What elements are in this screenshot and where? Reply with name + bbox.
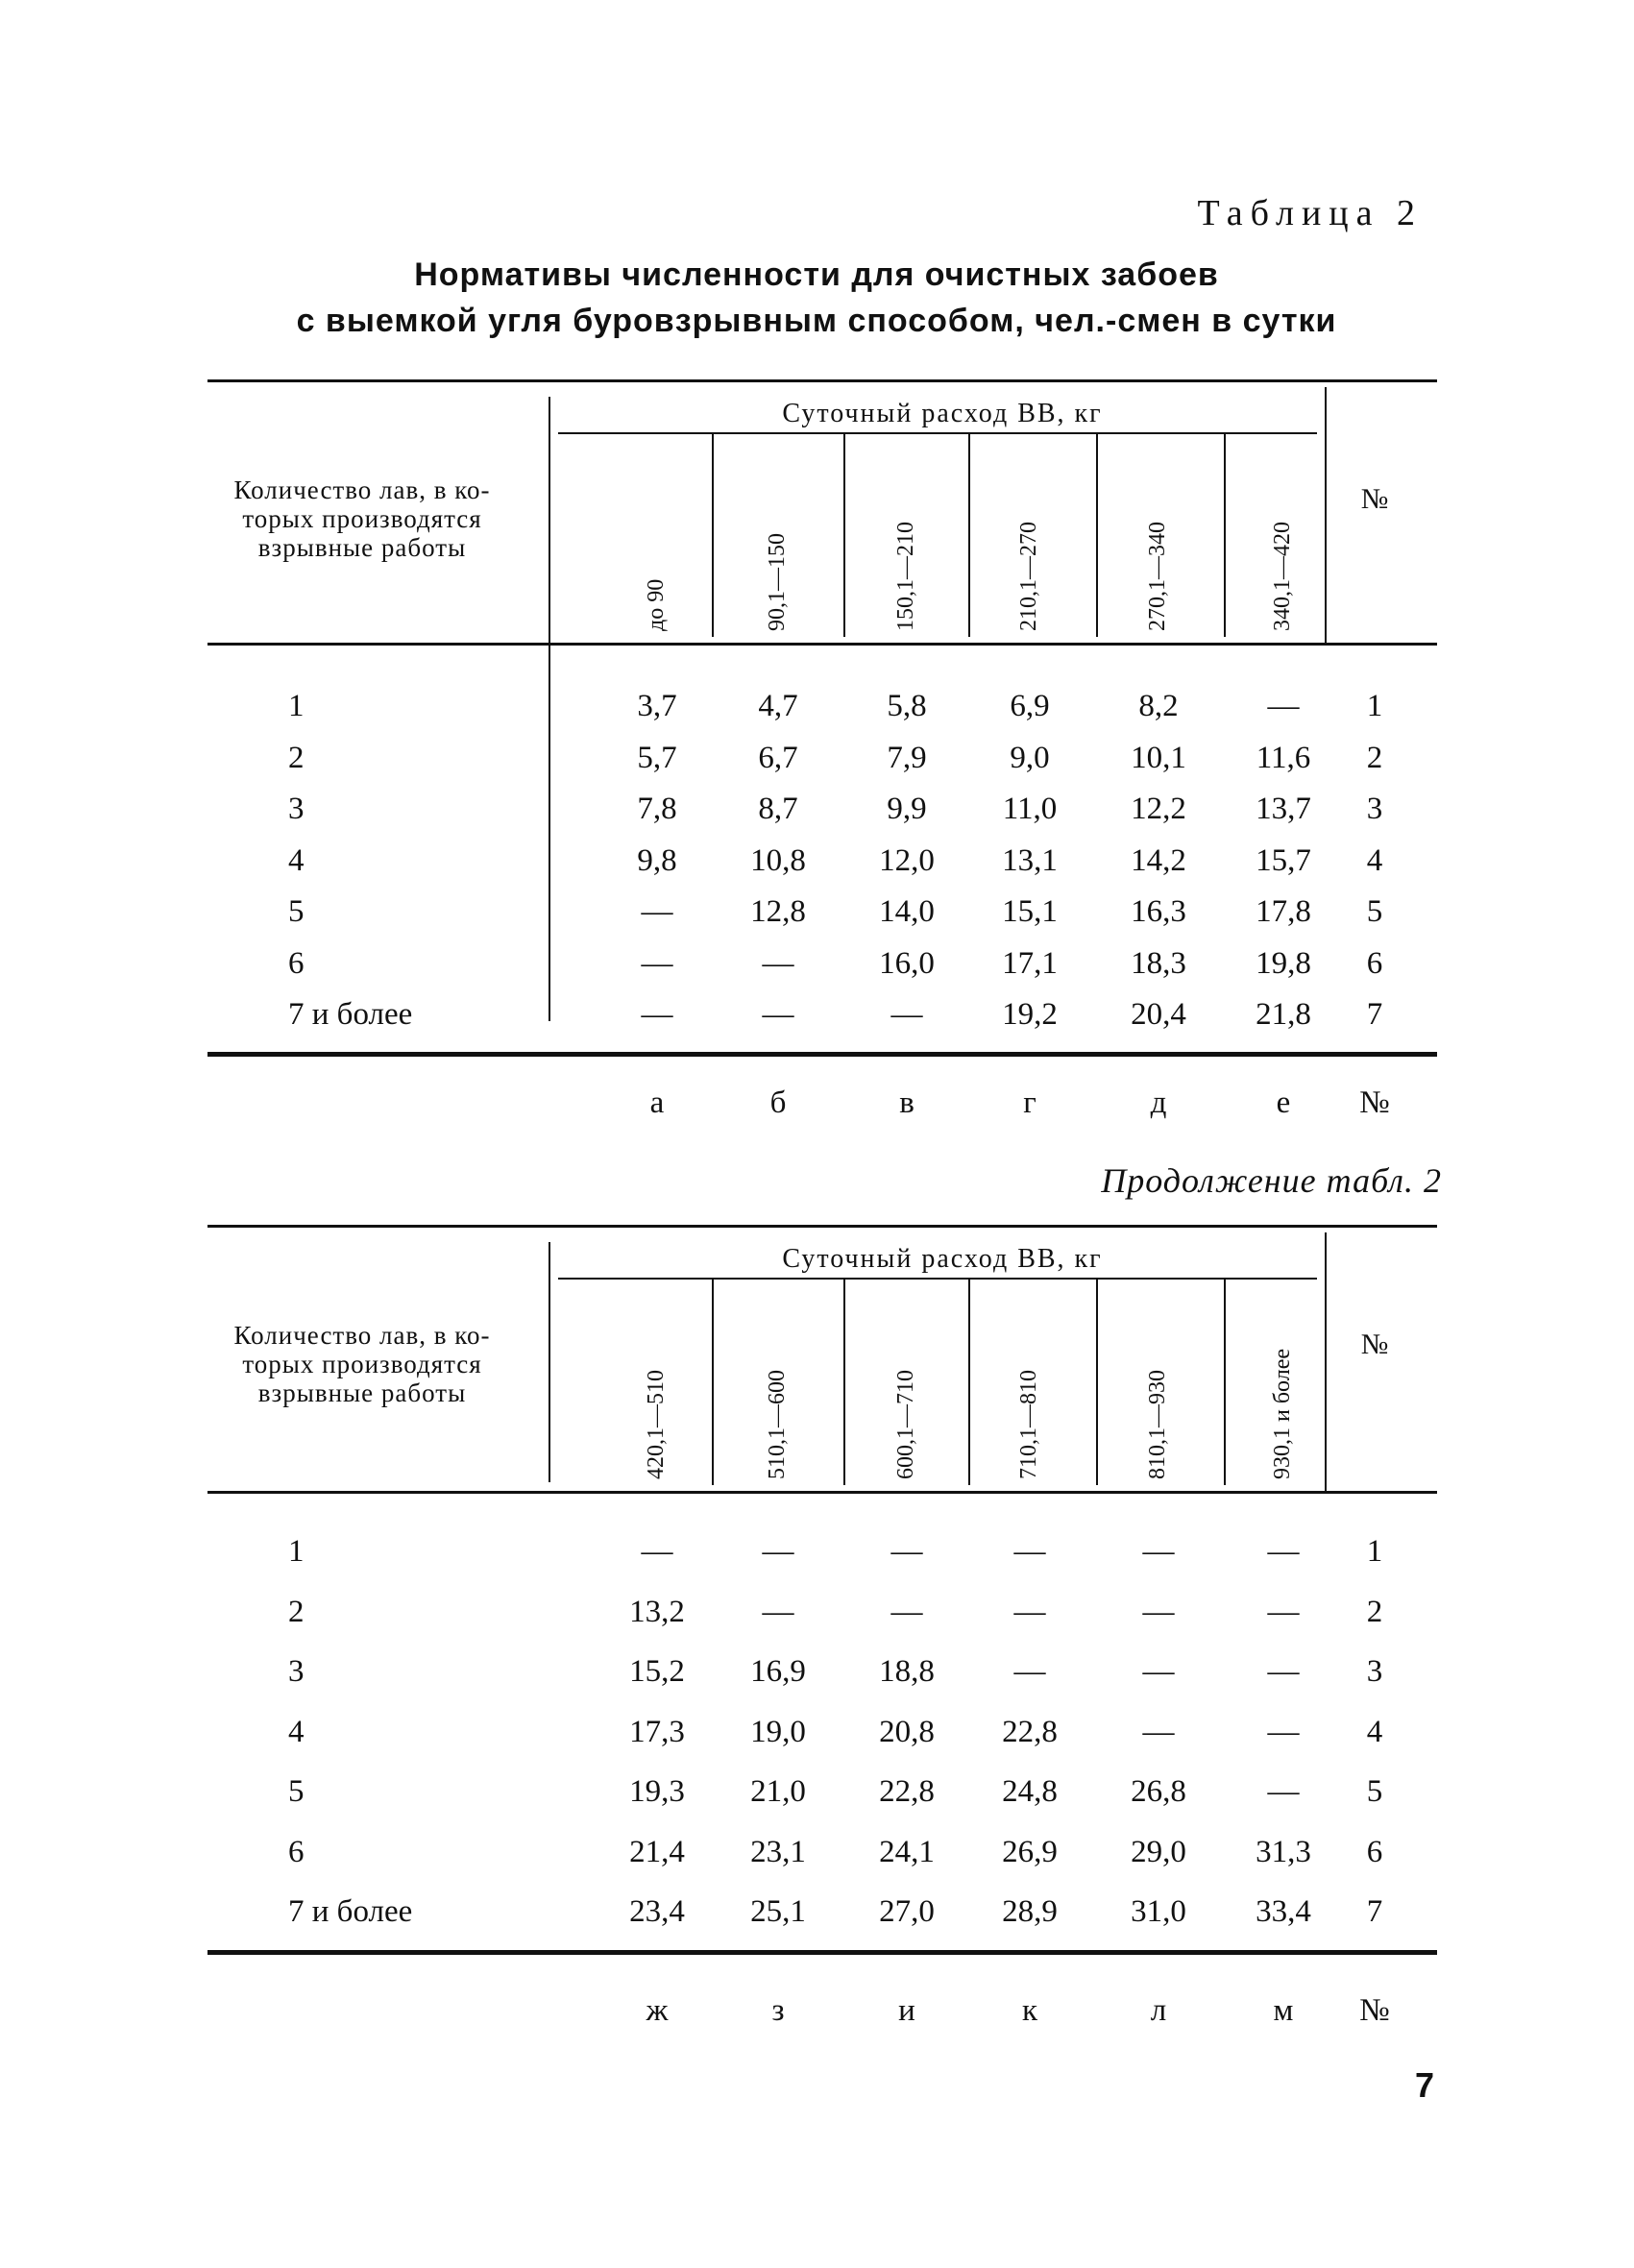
- table-cell: 20,8: [879, 1714, 935, 1749]
- table-cell: 8,2: [1138, 689, 1179, 723]
- group-header: Суточный расход ВВ, кг: [782, 399, 1103, 428]
- table-cell: 7,8: [637, 792, 677, 826]
- table-cell: 19,2: [1002, 997, 1058, 1032]
- table-cell: 19,8: [1256, 945, 1311, 981]
- table-cell: —: [641, 894, 673, 929]
- table-cell: 28,9: [1002, 1894, 1058, 1929]
- table-cell: 9,8: [637, 842, 677, 878]
- table-cell: 17,8: [1256, 894, 1311, 929]
- table-cell: 24,8: [1002, 1774, 1058, 1809]
- table-cell: 12,2: [1131, 792, 1186, 826]
- row-label: 7 и более: [288, 997, 413, 1032]
- row-number: 3: [1366, 792, 1383, 826]
- column-header: 600,1—710: [893, 1370, 918, 1479]
- table-cell: 16,9: [750, 1654, 806, 1689]
- row-label: 4: [288, 842, 305, 878]
- table-cell: —: [1142, 1534, 1175, 1569]
- column-divider: [843, 434, 845, 637]
- table-cell: 10,1: [1131, 740, 1186, 775]
- top-rule: [207, 379, 1437, 382]
- group-header: Суточный расход ВВ, кг: [782, 1244, 1103, 1274]
- table-cell: —: [890, 1594, 923, 1629]
- table-cell: 9,9: [887, 792, 927, 826]
- column-letter: б: [769, 1085, 787, 1120]
- group-rule: [558, 432, 1317, 434]
- table-cell: 7,9: [887, 740, 927, 775]
- table-cell: —: [1013, 1534, 1046, 1569]
- row-number: 4: [1366, 842, 1383, 878]
- column-divider: [843, 1280, 845, 1485]
- table-cell: 8,7: [758, 792, 798, 826]
- table-cell: 3,7: [637, 689, 677, 723]
- row-header-line: Количество лав, в ко-: [233, 476, 491, 504]
- table-cell: 17,3: [629, 1714, 685, 1749]
- row-number: 5: [1366, 1774, 1383, 1809]
- column-header: 810,1—930: [1145, 1370, 1170, 1479]
- row-label: 2: [288, 1594, 305, 1629]
- table-cell: 26,9: [1002, 1834, 1058, 1869]
- bottom-rule: [207, 1052, 1437, 1057]
- table-cell: 31,0: [1131, 1894, 1186, 1929]
- header-rule: [207, 643, 1437, 646]
- column-letter: д: [1150, 1085, 1167, 1120]
- row-number: 6: [1366, 945, 1383, 981]
- row-number: 3: [1366, 1654, 1383, 1689]
- divider: [1325, 1232, 1327, 1492]
- column-header: 210,1—270: [1016, 522, 1041, 631]
- row-label: 2: [288, 740, 305, 775]
- table-cell: 25,1: [750, 1894, 806, 1929]
- column-divider: [712, 434, 714, 637]
- table-cell: 10,8: [750, 842, 806, 878]
- table-title-line-1: Нормативы численности для очистных забоев: [414, 256, 1219, 293]
- row-header-line: торых производятся: [242, 1350, 482, 1378]
- row-header-line: Количество лав, в ко-: [233, 1321, 491, 1350]
- table-cell: 15,7: [1256, 842, 1311, 878]
- table-cell: —: [762, 1534, 794, 1569]
- table-cell: —: [1013, 1654, 1046, 1689]
- column-divider: [1096, 1280, 1098, 1485]
- table-cell: 15,1: [1002, 894, 1058, 929]
- table-cell: —: [890, 997, 923, 1032]
- table-cell: 6,9: [1010, 689, 1050, 723]
- table-cell: 6,7: [758, 740, 798, 775]
- table-cell: —: [641, 1534, 673, 1569]
- column-header: 420,1—510: [644, 1370, 669, 1479]
- row-label: 5: [288, 894, 305, 929]
- column-letter: г: [1023, 1085, 1036, 1120]
- table-cell: 23,4: [629, 1894, 685, 1929]
- table-cell: 5,7: [637, 740, 677, 775]
- column-divider: [1224, 1280, 1226, 1485]
- column-letter: е: [1276, 1085, 1291, 1120]
- table-cell: —: [762, 997, 794, 1032]
- column-letter: л: [1150, 1993, 1167, 2028]
- norms-table-1: [207, 379, 1437, 1129]
- divider: [549, 397, 550, 1021]
- table-cell: —: [762, 1594, 794, 1629]
- column-header: 510,1—600: [765, 1370, 790, 1479]
- table-cell: 19,3: [629, 1774, 685, 1809]
- table-cell: 18,8: [879, 1654, 935, 1689]
- table-cell: 16,3: [1131, 894, 1186, 929]
- table-cell: 9,0: [1010, 740, 1050, 775]
- row-header-line: взрывные работы: [257, 533, 467, 562]
- table-cell: 13,1: [1002, 842, 1058, 878]
- column-divider: [968, 434, 970, 637]
- row-label: 3: [288, 1654, 305, 1689]
- table-cell: —: [1142, 1594, 1175, 1629]
- table-cell: 19,0: [750, 1714, 806, 1749]
- table-cell: 15,2: [629, 1654, 685, 1689]
- group-rule: [558, 1278, 1317, 1280]
- table-cell: —: [1142, 1714, 1175, 1749]
- num-header: №: [1360, 483, 1389, 515]
- table-cell: —: [1267, 1594, 1300, 1629]
- row-label: 4: [288, 1714, 305, 1749]
- column-letter: а: [649, 1085, 665, 1120]
- table-cell: 13,2: [629, 1594, 685, 1629]
- table-cell: —: [890, 1534, 923, 1569]
- column-letter: з: [771, 1993, 785, 2028]
- table-cell: 27,0: [879, 1894, 935, 1929]
- column-divider: [1224, 434, 1226, 637]
- row-label: 5: [288, 1774, 305, 1809]
- row-label: 3: [288, 792, 305, 826]
- table-cell: —: [1267, 689, 1300, 723]
- table-cell: 11,0: [1002, 792, 1058, 826]
- column-letter: к: [1021, 1993, 1038, 2028]
- column-letter-num: №: [1359, 1993, 1390, 2028]
- row-header: [207, 476, 517, 562]
- row-number: 1: [1366, 689, 1383, 723]
- column-letter: и: [898, 1993, 915, 2028]
- table-cell: 17,1: [1002, 945, 1058, 981]
- table-cell: 20,4: [1131, 997, 1186, 1032]
- row-header-line: взрывные работы: [257, 1378, 467, 1407]
- table-title: [192, 252, 1441, 344]
- table-cell: 13,7: [1256, 792, 1311, 826]
- column-header: 270,1—340: [1145, 522, 1170, 631]
- column-header: 930,1 и более: [1270, 1348, 1295, 1479]
- table-cell: —: [1267, 1654, 1300, 1689]
- table-label: Таблица 2: [1197, 193, 1423, 233]
- column-divider: [1096, 434, 1098, 637]
- table-cell: 14,2: [1131, 842, 1186, 878]
- row-label: 1: [288, 689, 305, 723]
- column-header: до 90: [644, 578, 669, 631]
- table-cell: —: [1267, 1774, 1300, 1809]
- table-cell: 14,0: [879, 894, 935, 929]
- table-cell: 22,8: [879, 1774, 935, 1809]
- column-header: 710,1—810: [1016, 1370, 1041, 1479]
- row-number: 6: [1366, 1834, 1383, 1869]
- header-rule: [207, 1491, 1437, 1494]
- table-cell: —: [641, 945, 673, 981]
- table-cell: 12,0: [879, 842, 935, 878]
- table-cell: —: [1267, 1714, 1300, 1749]
- column-divider: [968, 1280, 970, 1485]
- row-header-line: торых производятся: [242, 504, 482, 533]
- table-cell: 21,0: [750, 1774, 806, 1809]
- column-divider: [712, 1280, 714, 1485]
- column-header: 150,1—210: [893, 522, 918, 631]
- column-letter: ж: [646, 1993, 669, 2028]
- table-cell: 23,1: [750, 1834, 806, 1869]
- num-header: №: [1360, 1329, 1389, 1360]
- table-cell: —: [1142, 1654, 1175, 1689]
- table-title-line-2: с выемкой угля буровзрывным способом, чел.-смен в сутки: [296, 303, 1337, 339]
- row-number: 2: [1366, 1594, 1383, 1629]
- row-number: 7: [1366, 997, 1383, 1032]
- table-cell: 29,0: [1131, 1834, 1186, 1869]
- row-number: 5: [1366, 894, 1383, 929]
- table-cell: 31,3: [1256, 1834, 1311, 1869]
- column-header: 90,1—150: [765, 533, 790, 631]
- table-cell: —: [762, 945, 794, 981]
- table-cell: 18,3: [1131, 945, 1186, 981]
- row-label: 7 и более: [288, 1894, 413, 1929]
- table-cell: 21,4: [629, 1834, 685, 1869]
- row-number: 1: [1366, 1534, 1383, 1569]
- table-cell: —: [641, 997, 673, 1032]
- divider: [549, 1242, 550, 1482]
- table-cell: 21,8: [1256, 997, 1311, 1032]
- table-cell: 5,8: [887, 689, 927, 723]
- table-cell: 11,6: [1256, 740, 1311, 775]
- table-cell: 12,8: [750, 894, 806, 929]
- row-label: 6: [288, 945, 305, 981]
- row-number: 4: [1366, 1714, 1383, 1749]
- table-cell: 4,7: [758, 689, 798, 723]
- table-cell: 16,0: [879, 945, 935, 981]
- bottom-rule: [207, 1950, 1437, 1955]
- divider: [1325, 387, 1327, 643]
- row-label: 6: [288, 1834, 305, 1869]
- row-number: 7: [1366, 1894, 1383, 1929]
- page-number: 7: [1414, 2065, 1434, 2105]
- continuation-label: Продолжение табл. 2: [1101, 1161, 1442, 1200]
- row-number: 2: [1366, 740, 1383, 775]
- top-rule: [207, 1225, 1437, 1228]
- column-letter: м: [1273, 1993, 1294, 2028]
- column-letter: в: [899, 1085, 915, 1120]
- row-header: [207, 1321, 517, 1407]
- table-cell: —: [1267, 1534, 1300, 1569]
- row-label: 1: [288, 1534, 305, 1569]
- table-cell: 26,8: [1131, 1774, 1186, 1809]
- table-cell: 22,8: [1002, 1714, 1058, 1749]
- column-letter-num: №: [1359, 1085, 1390, 1120]
- table-cell: 33,4: [1256, 1894, 1311, 1929]
- table-cell: 24,1: [879, 1834, 935, 1869]
- column-header: 340,1—420: [1270, 522, 1295, 631]
- norms-table-2: [207, 1225, 1437, 2032]
- table-cell: —: [1013, 1594, 1046, 1629]
